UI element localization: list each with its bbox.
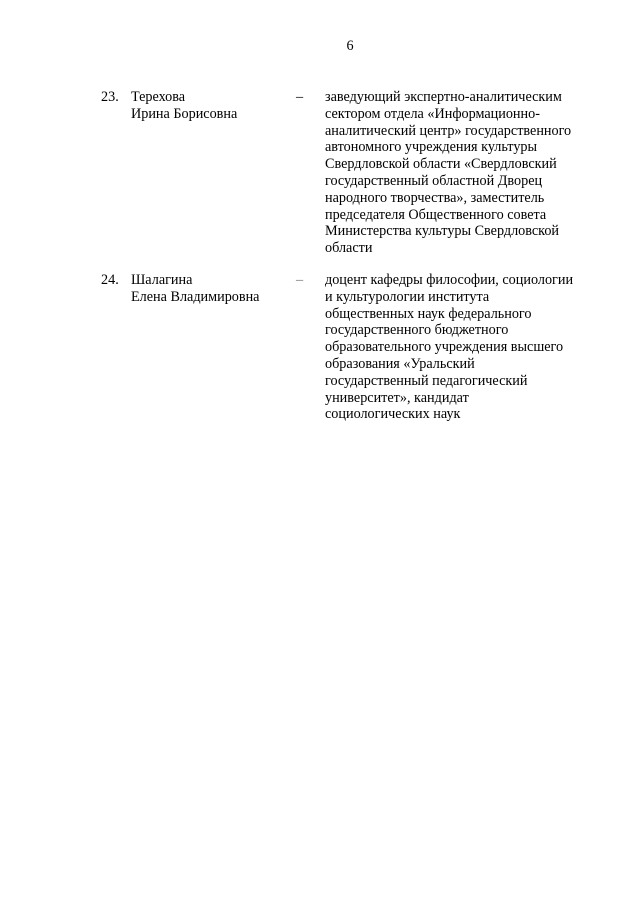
surname: Шалагина — [131, 272, 193, 288]
description-line: доцент кафедры философии, социологии — [325, 272, 574, 288]
position-description — [325, 89, 587, 257]
position-description — [325, 272, 587, 423]
description-line: общественных наук федерального — [325, 305, 532, 322]
dash-separator: – — [296, 272, 304, 288]
surname: Терехова — [131, 89, 186, 105]
description-line: государственный педагогический — [325, 372, 528, 389]
item-number: 23. — [101, 89, 119, 105]
description-line: и культурологии института — [325, 288, 490, 305]
description-line: государственный областной Дворец — [325, 172, 543, 189]
given-names: Ирина Борисовна — [131, 105, 238, 122]
description-line: аналитический центр» государственного — [325, 122, 572, 139]
description-line: Министерства культуры Свердловской — [325, 223, 560, 240]
dash-separator: – — [296, 89, 304, 105]
description-line: сектором отдела «Информационно- — [325, 105, 540, 122]
person-name — [131, 89, 291, 123]
description-line: председателя Общественного совета — [325, 206, 547, 223]
description-line: образовательного учреждения высшего — [325, 339, 564, 356]
given-names: Елена Владимировна — [131, 288, 260, 305]
description-line: университет», кандидат — [325, 389, 469, 406]
description-line: образования «Уральский — [325, 355, 475, 372]
person-name — [131, 272, 291, 306]
item-number: 24. — [101, 272, 119, 288]
description-line: заведующий экспертно-аналитическим — [325, 89, 562, 105]
description-line: социологических наук — [325, 406, 461, 423]
description-line: Свердловской области «Свердловский — [325, 156, 557, 173]
description-line: государственного бюджетного — [325, 322, 509, 339]
description-line: автономного учреждения культуры — [325, 139, 538, 156]
description-line: области — [325, 240, 373, 257]
description-line: народного творчества», заместитель — [325, 189, 545, 206]
page-number: 6 — [346, 38, 354, 54]
